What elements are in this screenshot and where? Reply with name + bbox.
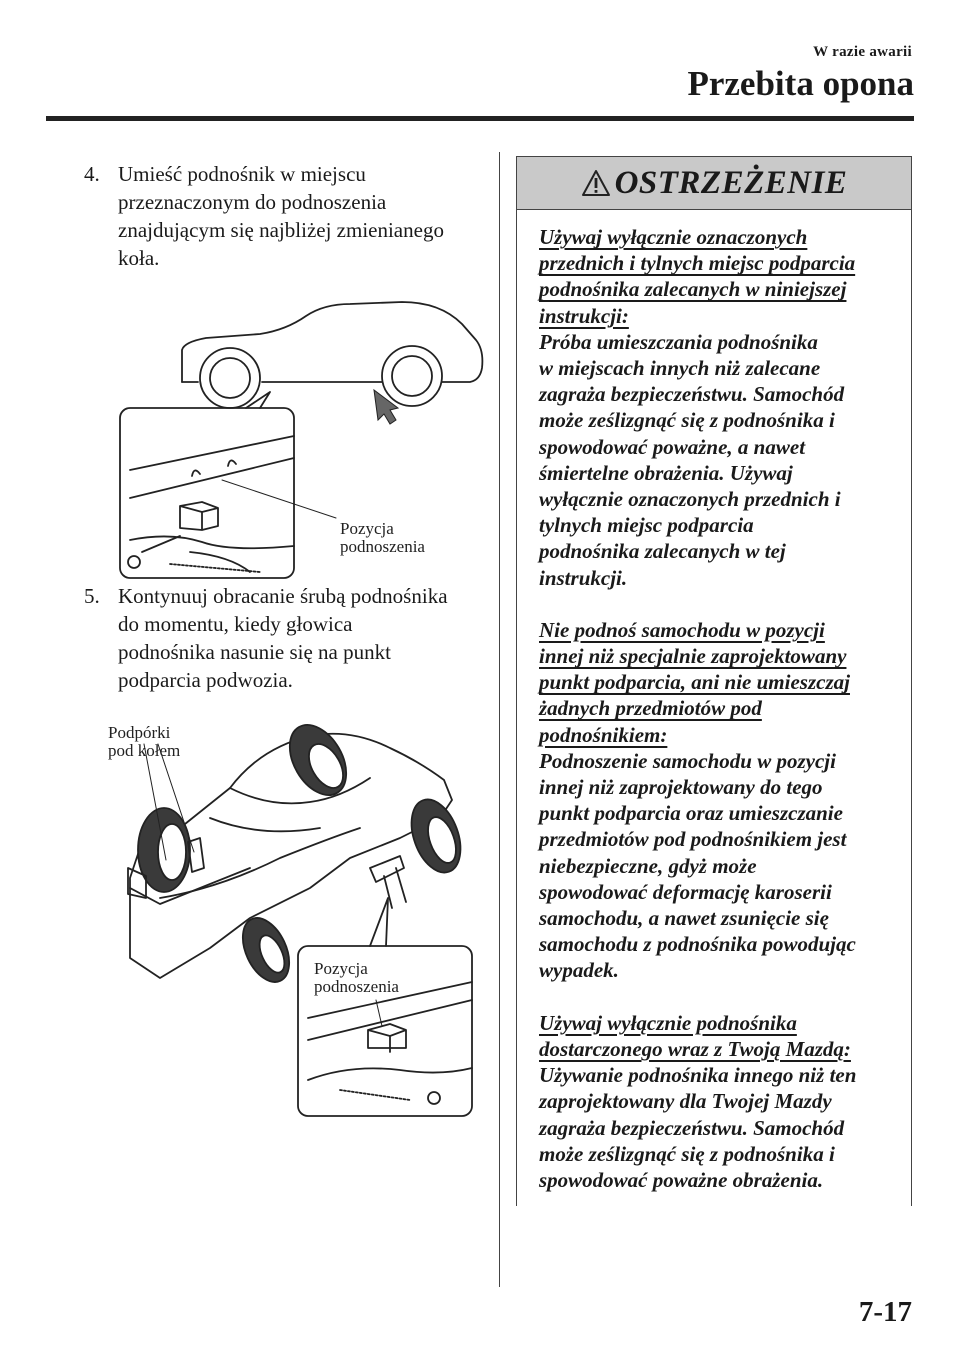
step-number: 4. xyxy=(84,162,100,186)
warning-text-line: może ześlizgnąć się z podnośnika i xyxy=(539,408,835,433)
step-line: podparcia podwozia. xyxy=(118,668,293,692)
warning-triangle-icon xyxy=(581,169,611,197)
figure-jacking-point-side-view xyxy=(110,290,490,580)
warning-heading-line: punkt podparcia, ani nie umieszczaj xyxy=(539,670,850,695)
warning-text-line: spowodować poważne obrażenia. xyxy=(539,1167,824,1192)
car-body-outline xyxy=(182,302,482,382)
warning-text-line: samochodu z podnośnika powodując xyxy=(539,932,856,957)
front-wheel-icon xyxy=(200,348,260,408)
warning-heading-line: podnośnika zalecanych w niniejszej xyxy=(539,277,847,302)
warning-paragraph xyxy=(539,617,895,984)
warning-text-line: śmiertelne obrażenia. Używaj xyxy=(539,460,793,485)
figure-label-line: podnoszenia xyxy=(340,537,425,556)
warning-text-line: samochodu, a nawet zsunięcie się xyxy=(539,906,829,931)
step-5 xyxy=(84,582,484,694)
figure-label-line: Pozycja xyxy=(314,959,368,978)
warning-paragraph xyxy=(539,224,895,591)
step-line: do momentu, kiedy głowica xyxy=(118,612,353,636)
warning-text-line: wyłącznie oznaczonych przednich i xyxy=(539,487,841,512)
figure-label-line: Podpórki xyxy=(108,723,171,742)
warning-text-line: innej niż zaprojektowany do tego xyxy=(539,775,823,800)
warning-text-line: Podnoszenie samochodu w pozycji xyxy=(539,748,836,773)
column-divider xyxy=(499,152,500,1287)
page-title: Przebita opona xyxy=(687,64,914,103)
warning-text-line: przedmiotów pod podnośnikiem jest xyxy=(539,827,847,852)
figure-label-line: pod kołem xyxy=(108,741,181,760)
step-line: Umieść podnośnik w miejscu xyxy=(118,162,366,186)
warning-heading-line: innej niż specjalnie zaprojektowany xyxy=(539,644,847,669)
warning-text-line: zaprojektowany dla Twojej Mazdy xyxy=(539,1089,832,1114)
warning-text-line: wypadek. xyxy=(539,958,619,983)
warning-text-line: instrukcji. xyxy=(539,565,628,590)
figure-car-on-jack-perspective xyxy=(100,718,480,1118)
warning-text-line: tylnych miejsc podparcia xyxy=(539,513,754,538)
figure-label-line: podnoszenia xyxy=(314,977,399,996)
rear-wheel-icon xyxy=(382,346,442,406)
warning-paragraph xyxy=(539,1010,895,1193)
step-text xyxy=(118,582,484,694)
warning-heading-line: Używaj wyłącznie podnośnika xyxy=(539,1010,797,1035)
warning-text-line: może ześlizgnąć się z podnośnika i xyxy=(539,1141,835,1166)
step-4 xyxy=(84,160,484,272)
step-line: Kontynuuj obracanie śrubą podnośnika xyxy=(118,584,448,608)
warning-heading-line: instrukcji: xyxy=(539,303,629,328)
warning-text-line: Używanie podnośnika innego niż ten xyxy=(539,1063,857,1088)
warning-text-line: punkt podparcia oraz umieszczanie xyxy=(539,801,843,826)
section-title: W razie awarii xyxy=(813,44,912,60)
header-divider xyxy=(46,116,914,121)
step-line: koła. xyxy=(118,246,160,270)
page-number: 7-17 xyxy=(858,1296,912,1328)
warning-text-line: zagraża bezpieczeństwu. Samochód xyxy=(539,1115,845,1140)
warning-heading-line: podnośnikiem: xyxy=(539,722,668,747)
warning-text-line: spowodować poważne, a nawet xyxy=(539,434,806,459)
step-number: 5. xyxy=(84,584,100,608)
warning-title: OSTRZEŻENIE xyxy=(614,164,848,201)
warning-text-line: w miejscach innych niż zalecane xyxy=(539,356,821,381)
warning-text-line: zagraża bezpieczeństwu. Samochód xyxy=(539,382,845,407)
warning-text-line: Próba umieszczania podnośnika xyxy=(539,329,818,354)
warning-heading-line: żadnych przedmiotów pod xyxy=(539,696,762,721)
warning-text-line: spowodować deformację karoserii xyxy=(539,879,832,904)
warning-box xyxy=(516,156,912,1206)
figure-label-line: Pozycja xyxy=(340,519,394,538)
warning-heading-line: przednich i tylnych miejsc podparcia xyxy=(539,251,856,276)
warning-heading-line: Używaj wyłącznie oznaczonych xyxy=(539,225,808,249)
warning-heading-line: Nie podnoś samochodu w pozycji xyxy=(539,617,825,642)
warning-body xyxy=(517,210,911,1193)
pointer-arrow-icon xyxy=(374,390,398,424)
warning-header xyxy=(517,156,911,210)
step-line: znajdującym się najbliżej zmienianego xyxy=(118,218,444,242)
step-text xyxy=(118,160,484,272)
detail-callout-box xyxy=(120,408,294,578)
warning-text-line: podnośnika zalecanych w tej xyxy=(539,539,786,564)
step-line: podnośnika nasunie się na punkt xyxy=(118,640,391,664)
step-line: przeznaczonym do podnoszenia xyxy=(118,190,387,214)
warning-heading-line: dostarczonego wraz z Twoją Mazdą: xyxy=(539,1036,851,1061)
warning-text-line: niebezpieczne, gdyż może xyxy=(539,853,757,878)
